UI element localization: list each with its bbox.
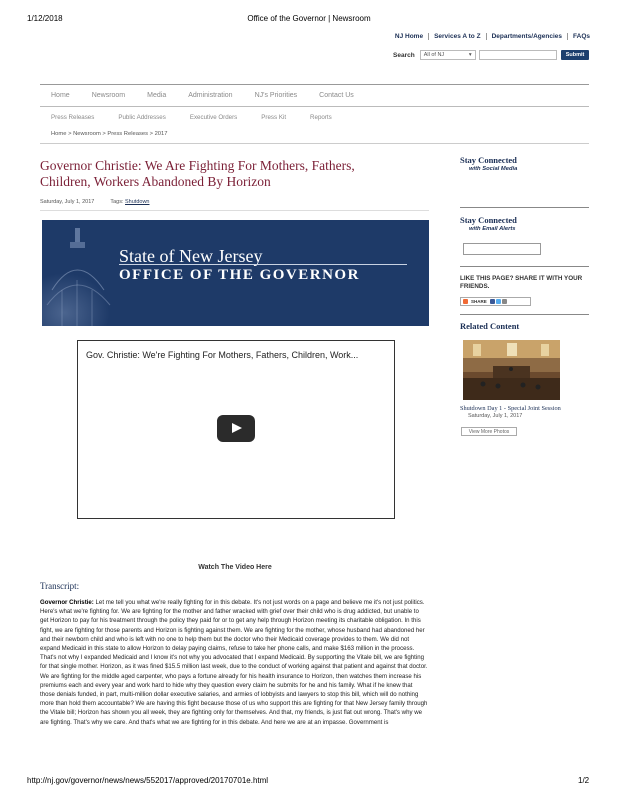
video-title[interactable]: Gov. Christie: We're Fighting For Mothers, Fathers, Children, Work... <box>86 350 359 360</box>
email-signup-input[interactable] <box>463 243 541 255</box>
related-photo-thumbnail[interactable] <box>463 340 560 400</box>
tags-label: Tags: <box>110 199 124 205</box>
article-meta <box>40 199 149 205</box>
main-nav-newsroom[interactable]: Newsroom <box>91 92 126 99</box>
main-nav <box>51 92 376 99</box>
search-bar <box>393 50 589 60</box>
sub-nav-press-kit[interactable]: Press Kit <box>261 114 287 121</box>
main-nav-media[interactable]: Media <box>147 92 167 99</box>
search-scope-value: All of NJ <box>423 52 445 58</box>
related-caption[interactable]: Shutdown Day 1 - Special Joint Session <box>460 405 561 412</box>
sidebar-divider-3 <box>460 314 589 315</box>
governor-banner <box>42 220 429 326</box>
main-nav-home[interactable]: Home <box>51 92 70 99</box>
nav-divider-top <box>40 84 589 85</box>
search-submit-button[interactable]: Submit <box>561 50 590 60</box>
sidebar-divider-2 <box>460 266 589 267</box>
assembly-chamber-photo <box>463 340 560 400</box>
util-link-faqs[interactable]: FAQs <box>573 33 590 40</box>
transcript-heading: Transcript: <box>40 581 80 591</box>
sub-nav-reports[interactable]: Reports <box>310 114 332 121</box>
watch-video-label: Watch The Video Here <box>198 564 272 571</box>
banner-divider <box>119 264 407 265</box>
article-date: Saturday, July 1, 2017 <box>40 199 95 205</box>
email-heading: Stay Connected <box>460 215 517 225</box>
play-icon <box>232 423 242 433</box>
tag-link-shutdown[interactable]: Shutdown <box>125 199 150 205</box>
article-headline: Governor Christie: We Are Fighting For Mothers, Fathers, Children, Workers Abandoned By Horizon <box>40 158 355 189</box>
banner-office-title: OFFICE OF THE GOVERNOR <box>119 267 360 283</box>
view-more-photos-button[interactable]: View More Photos <box>461 427 517 436</box>
article-tags <box>110 199 149 205</box>
breadcrumb-divider <box>40 143 589 144</box>
banner-state-title: State of New Jersey <box>119 246 263 266</box>
main-nav-priorities[interactable]: NJ's Priorities <box>254 92 298 99</box>
transcript-body <box>40 598 428 772</box>
search-scope-select[interactable] <box>420 50 476 60</box>
play-button[interactable] <box>217 415 255 442</box>
share-icon <box>463 299 468 304</box>
twitter-icon <box>496 299 501 304</box>
print-url: http://nj.gov/governor/news/news/552017/approved/20170701e.html <box>27 776 269 785</box>
sub-nav-press-releases[interactable]: Press Releases <box>51 114 95 121</box>
util-link-services[interactable]: Services A to Z <box>429 33 486 40</box>
email-subheading[interactable]: with Email Alerts <box>469 226 516 232</box>
sub-nav-public-addresses[interactable]: Public Addresses <box>118 114 166 121</box>
main-nav-administration[interactable]: Administration <box>188 92 233 99</box>
utility-nav <box>390 33 590 40</box>
search-label: Search <box>393 51 415 59</box>
video-embed[interactable] <box>77 340 395 519</box>
sub-nav-executive-orders[interactable]: Executive Orders <box>189 114 238 121</box>
print-date: 1/12/2018 <box>27 14 63 23</box>
related-heading: Related Content <box>460 321 520 331</box>
social-subheading[interactable]: with Social Media <box>469 166 518 172</box>
share-network-icons <box>490 299 507 304</box>
meta-divider <box>40 210 429 211</box>
util-link-nj-home[interactable]: NJ Home <box>390 33 429 40</box>
transcript-speaker: Governor Christie: <box>40 599 94 606</box>
transcript-text: Let me tell you what we're really fighting for in this debate. It's not just words on a page and believe me it's not just politics. Here's what we're fighting for. We are fighting for the mother and father wracked with grief over their child who is drug addicted, but unable to get Horizon to pay for his treatment through the policy they paid for or to get any help through Horizon meeting its charitable obligation. In this fight, we are fighting for those parents and Horizon is fighting against them. We are fighting for the mother, whose husband had abandoned her and their newborn child and who is left with no one to help them but the doctor who their Medicaid coverage provides to them. We did not expand Medicaid in this state to allow Horizon to delay paying claims, refuse to take her phone calls, and make $163 million in the process. That's not why I expanded Medicaid and I know it's not why you advocated that I expand Medicaid. By supporting the Vitale bill, we are fighting for that single mother. Horizon, as it was fined $15.5 million last week, due to the conduct of working against that patient and against that doctor. We are fighting for the middle aged carpenter, who pays a fortune already for his health insurance to Horizon, then watches them increase his premiums each and every year and work hard to hide why they question every claim he submits for he and his family. What if he knew that those denials funded, in part, multi-million dollar executive salaries, and armies of lobbyists and lawyers to stop this bill, which will do nothing more than hold them accountable? We are having this fight because those of us who support this are fighting for that New Jersey family through the Vitale bill; Horizon has shown you all week, they are fighting only for themselves. And that, my friends, is just flat out wrong. That's why we are fighting. That's why we care. And that's what we are fighting for in this debate. And here we are at an impasse. Government is <box>40 599 428 726</box>
main-nav-contact[interactable]: Contact Us <box>319 92 354 99</box>
sub-nav <box>51 114 356 121</box>
sidebar-divider-1 <box>460 207 589 208</box>
facebook-icon <box>490 299 495 304</box>
breadcrumb[interactable]: Home > Newsroom > Press Releases > 2017 <box>51 131 168 137</box>
related-date: Saturday, July 1, 2017 <box>468 413 523 419</box>
search-input[interactable] <box>479 50 557 60</box>
email-icon <box>502 299 507 304</box>
print-page-number: 1/2 <box>578 776 590 785</box>
nav-divider-mid <box>40 106 589 107</box>
share-label: SHARE <box>471 299 487 304</box>
share-button[interactable] <box>460 297 531 306</box>
util-link-departments[interactable]: Departments/Agencies <box>487 33 568 40</box>
share-prompt: LIKE THIS PAGE? SHARE IT WITH YOUR FRIENDS. <box>460 275 583 290</box>
chevron-down-icon: ▾ <box>468 52 472 58</box>
print-title: Office of the Governor | Newsroom <box>247 14 371 23</box>
social-heading: Stay Connected <box>460 155 517 165</box>
